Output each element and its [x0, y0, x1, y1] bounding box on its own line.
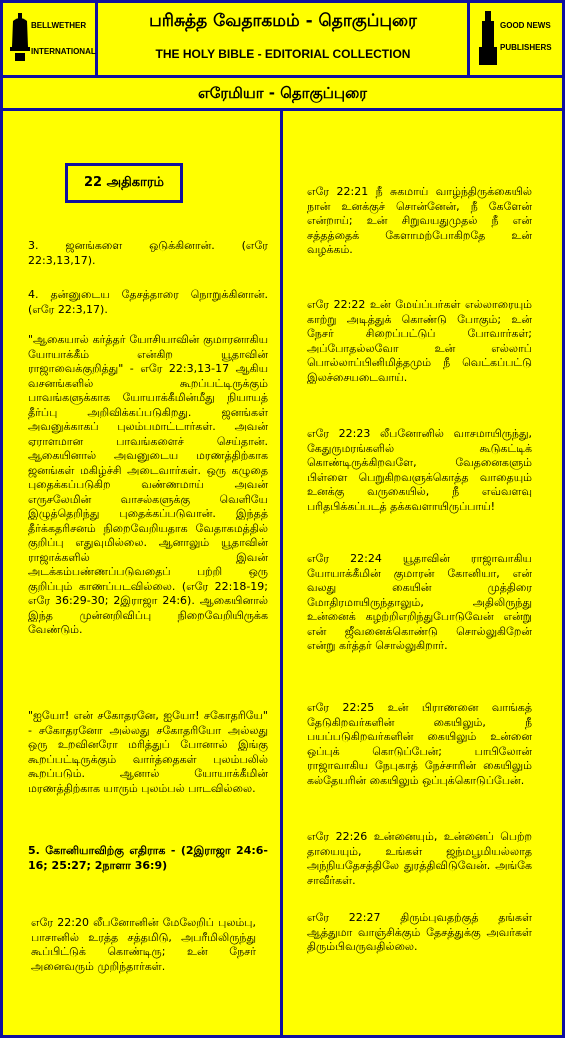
section-heading: 5. கோனியாவிற்கு எதிராக - (2இராஜா 24:6-16; 25:27; 2நாளா 36:9): [28, 844, 268, 872]
logo-text-4: PUBLISHERS: [500, 43, 552, 52]
list-item: 4. தன்னுடைய தேசத்தாரை நொறுக்கினான். (எரே 22:3,17).: [28, 288, 268, 316]
verse: எரே 22:24 யூதாவின் ராஜாவாகிய யோயாக்கீமின் குமாரன் கோனியா, என் வலது கையின் முத்திரை மோதிரமாயிருந்தாலும், அதிலிருந்து உன்னைக் கழற்றிஎறிந்துபோடுவேன் என்று என் ஜீவனைக்கொண்டு சொல்லுகிறேன் என்று கர்த்தர் சொல்லுகிறார்.: [307, 552, 532, 652]
verse: எரே 22:25 உன் பிராணனை வாங்கத் தேடுகிறவர்களின் கையிலும், நீ பயப்படுகிறவர்களின் கையிலும் உன்னை ஒப்புக் கொடுப்பேன்; பாபிலோன் ராஜாவாகிய நேபுகாத் நேச்சாரின் கையிலும் கல்தேயரின் கையிலும் ஒப்புக்கொடுப்பேன்.: [307, 701, 532, 787]
paragraph: "ஐயோ! என் சகோதரனே, ஐயோ! சகோதரியே" - சகோதரனோ அல்லது சகோதரியோ அல்லது ஒரு உறவினரோ மரித்துப் போனால் இங்கு கூறப்பட்டிருக்கும் வார்த்தைகள் புலம்பலில் கூறப்படும். ஆனால் யோயாக்கீமின் மரணத்திற்காக யாரும் புலம்பல் பாடவில்லை.: [28, 709, 268, 795]
good-news-logo: [467, 3, 562, 75]
logo-text-3: GOOD NEWS: [500, 21, 551, 30]
logo-text-2: INTERNATIONAL: [31, 47, 96, 56]
column-divider: [280, 111, 283, 1035]
verse: எரே 22:26 உன்னையும், உன்னைப் பெற்ற தாயையும், உங்கள் ஜந்மபூமியல்லாத அந்நியதேசத்திலே துரத்திவிடுவேன். அங்கே சாவீர்கள்.: [307, 830, 532, 887]
verse: எரே 22:22 உன் மேய்ப்பர்கள் எல்லாரையும் காற்று அடித்துக் கொண்டு போகும்; உன் நேசர் சிறைப்பட்டுப் போவார்கள்; அப்போதல்லவோ உன் எல்லாப் பொல்லாப்பினிமித்தமும் நீ வெட்கப்பட்டு இலச்சையடைவாய்.: [307, 298, 532, 384]
bell-icon: [9, 13, 31, 63]
tower-icon: [478, 11, 498, 67]
page-title-english: THE HOLY BIBLE - EDITORIAL COLLECTION: [155, 47, 411, 61]
list-item: 3. ஜனங்களை ஒடுக்கினான். (எரே 22:3,13,17).: [28, 239, 268, 267]
verse: எரே 22:21 நீ சுகமாய் வாழ்ந்திருக்கையில் நான் உனக்குச் சொன்னேன், நீ கேளேன் என்றாய்; உன் சிறுவயதுமுதல் நீ என் சத்தத்தைக் கேளாமற்போகிறதே உன் வழக்கம்.: [307, 185, 532, 256]
chapter-heading: 22 அதிகாரம்: [65, 163, 183, 203]
page-title-tamil: பரிசுத்த வேதாகமம் - தொகுப்புரை: [149, 11, 417, 31]
logo-text-1: BELLWETHER: [31, 21, 87, 30]
verse: எரே 22:23 லீபனோனில் வாசமாயிருந்து, கேதுருமரங்களில் கூடுகட்டிக் கொண்டிருக்கிறவளே, வேதனைகளும் பிள்ளை பெறுகிறவளுக்கொத்த வாதையும் உனக்கு வருகையில், நீ எவ்வளவு பரிதபிக்கப்படத் தக்கவளாயிருப்பாய்!: [307, 427, 532, 513]
verse: எரே 22:27 திரும்புவதற்குத் தங்கள் ஆத்துமா வாஞ்சிக்கும் தேசத்துக்கு அவர்கள் திரும்பிவருவதில்லை.: [307, 911, 532, 953]
bellwether-logo: [3, 3, 98, 75]
paragraph: "ஆகையால் கர்த்தர் யோசியாவின் குமாரனாகிய யோயாக்கீம் என்கிற யூதாவின் ராஜாவைக்குறித்து" - எரே 22:3,13-17 ஆகிய வசனங்களில் கூறப்பட்டிருக்கும் பாவங்களுக்காக யோயாக்கீமின்மீது நியாயத் தீர்ப்பு அறிவிக்கப்படுகிறது. ஜனங்கள் அவனுக்காகப் புலம்பமாட்டார்கள். அவன் ஏராளமான பாவங்களைச் செய்தான். ஆகையினால் அவனுடைய மரணத்திற்காக ஜனங்கள் மகிழ்ச்சி அடைவார்கள். ஒரு கழுதை புதைக்கப்படுகிற வண்ணமாய் அவன் எருசலேமின் வாசல்களுக்கு வெளியே இழுத்தெறிந்து புதைக்கப்படுவான். இந்தத் தீர்க்கதரிசனம் நிறைவேறியதாக வேதாகமத்தில் குறிப்பு எதுவுமில்லை. ஆனாலும் யூதாவின் ராஜாக்களில் இவன் அடக்கம்பண்ணப்படுவதைப் பற்றி ஒரு குறிப்பும் காணப்படவில்லை. (எரே 22:18-19; எரே 36:29-30; 2இராஜா 24:6). ஆகையினால் இந்த முன்னறிவிப்பு நிறைவேறியிருக்க வேண்டும்.: [28, 333, 268, 636]
verse: எரே 22:20 லீபனோனின் மேலேறிப் புலம்பு, பாசானில் உரத்த சத்தமிடு, அபரீமிலிருந்து கூப்பிட்டுக் கொண்டிரு; உன் நேசர் அனைவரும் முறிந்தார்கள்.: [31, 916, 256, 973]
header-titles: [101, 3, 465, 75]
header: [3, 3, 562, 77]
book-title: எரேமியா - தொகுப்புரை: [197, 84, 368, 102]
